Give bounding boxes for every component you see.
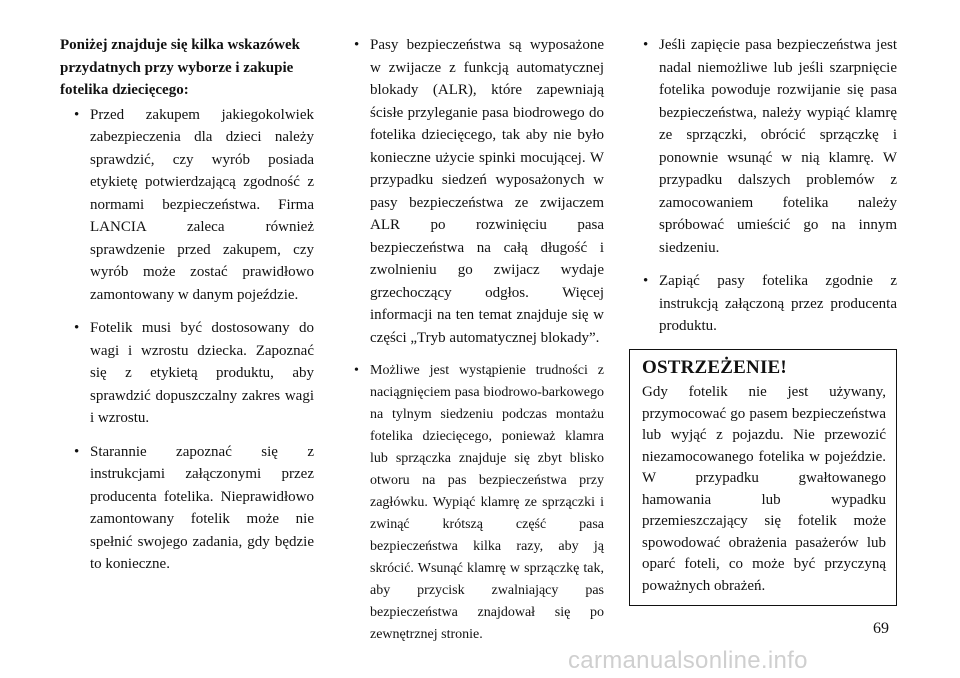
list-item: • Fotelik musi być dostosowany do wagi i wzrostu dziecka. Zapoznać się z etykietą produktu, aby sprawdzić dopuszczalny zakres wagi i wzrostu. [60,317,314,430]
middle-column [340,34,604,657]
tips-list [629,34,897,338]
list-item: • Starannie zapoznać się z instrukcjami załączonymi przez producenta fotelika. Nieprawidłowo zamontowany fotelik może nie spełnić swojego zadania, gdy będzie to konieczne. [60,441,314,576]
warning-box [629,349,897,607]
tips-list [340,34,604,646]
warning-title: OSTRZEŻENIE! [642,356,787,378]
page-number: 69 [873,620,889,637]
bullet-icon: • [643,37,649,53]
bullet-icon: • [74,443,80,460]
bullet-icon: • [354,37,360,53]
bullet-icon: • [643,273,649,289]
bullet-icon: • [74,320,80,336]
section-heading: Poniżej znajduje się kilka wskazówek przydatnych przy wyborze i zakupie fotelika dziecięcego: [60,37,300,98]
bullet-icon: • [74,106,80,123]
warning-text: Gdy fotelik nie jest używany, przymocować go pasem bezpieczeństwa lub wyjąć z pojazdu. Nie przewozić niezamocowanego fotelika w pojeździe. W przypadku gwałtowanego hamowania lub wypadku przemieszczający się fotelik może spowodować obrażenia pasażerów lub oparć foteli, co może być przyczyną poważnych obrażeń. [642,384,886,594]
left-column [60,34,314,587]
bullet-icon: • [354,363,359,378]
list-item: • Zapiąć pasy fotelika zgodnie z instrukcją załączoną przez producenta produktu. [629,270,897,338]
tips-list [60,104,314,576]
watermark: carmanualsonline.info [568,647,808,674]
right-column [629,34,897,606]
list-item: • Jeśli zapięcie pasa bezpieczeństwa jest nadal niemożliwe lub jeśli szarpnięcie fotelika powoduje rozwijanie się pasa bezpieczeństwa, należy wypiąć klamrę ze sprzączki, obrócić sprzączkę i ponownie wsunąć w nią klamrę. W przypadku dalszych problemów z zamocowaniem fotelika należy spróbować umieścić go na innym siedzeniu. [629,34,897,259]
list-item: • Możliwe jest wystąpienie trudności z naciągnięciem pasa biodrowo-barkowego na tylnym siedzeniu podczas montażu fotelika dziecięcego, ponieważ klamra lub sprzączka znajduje się zbyt blisko otworu na pas bezpieczeństwa przy zagłówku. Wypiąć klamrę ze sprzączki i zwinąć krótszą część pasa bezpieczeństwa kilka razy, aby ją skrócić. Wsunąć klamrę w sprzączkę tak, aby przycisk zwalniający pas bezpieczeństwa znajdował się po zewnętrznej stronie. [340,360,604,646]
list-item: • Pasy bezpieczeństwa są wyposażone w zwijacze z funkcją automatycznej blokady (ALR), które zapewniają ścisłe przyleganie pasa biodrowego do fotelika dziecięcego, tak aby nie było konieczne użycie spinki mocującej. W przypadku siedzeń wyposażonych w pasy bezpieczeństwa ze zwijaczem ALR po rozwinięciu pasa bezpieczeństwa na całą długość i zwolnieniu go zwijacz wydaje grzechoczący odgłos. Więcej informacji na ten temat znajduje się w części „Tryb automatycznej blokady”. [340,34,604,349]
list-item: • Przed zakupem jakiegokolwiek zabezpieczenia dla dzieci należy sprawdzić, czy wyrób posiada etykietę potwierdzającą zgodność z normami bezpieczeństwa. Firma LANCIA zaleca również sprawdzenie przed zakupem, czy wyrób może zostać prawidłowo zamontowany w danym pojeździe. [60,104,314,307]
